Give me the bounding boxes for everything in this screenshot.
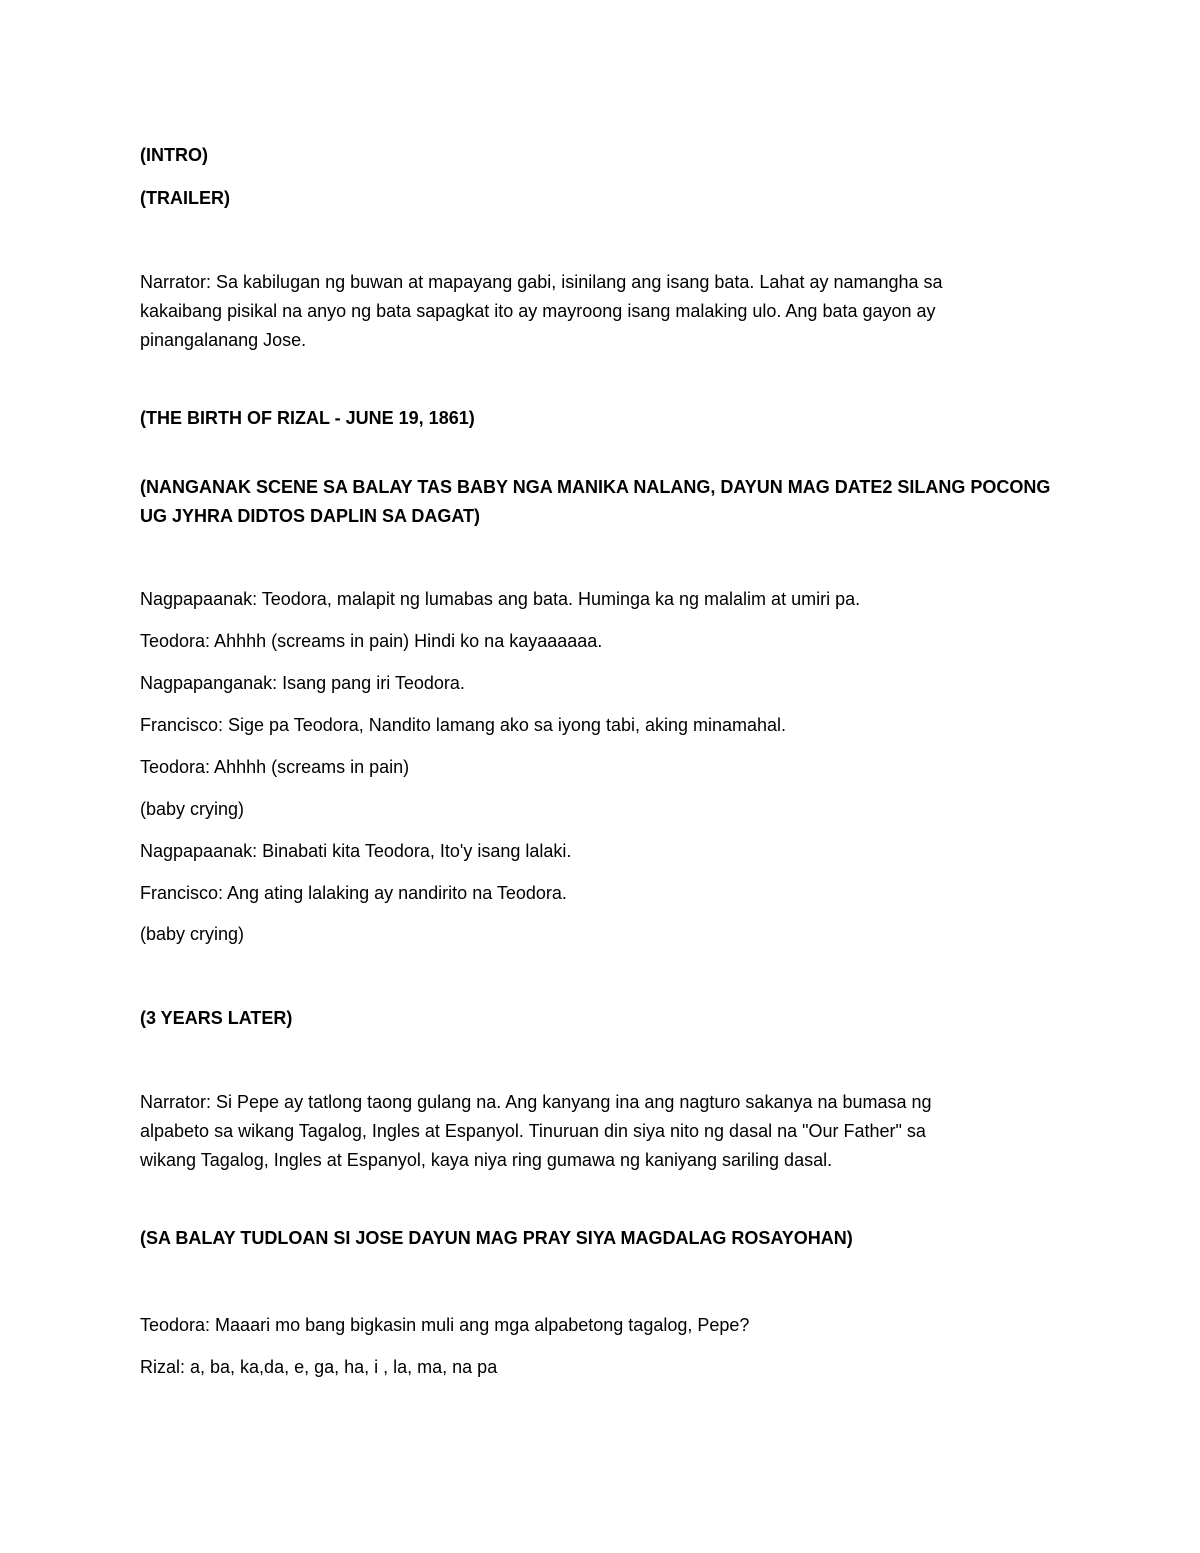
- narrator-pepe-line: alpabeto sa wikang Tagalog, Ingles at Espanyol. Tinuruan din siya nito ng dasal na "Our Father" sa: [140, 1121, 926, 1141]
- heading-scene-birth: [140, 473, 1070, 531]
- heading-intro: (INTRO): [140, 145, 208, 165]
- dialogue-line: Nagpapanganak: Isang pang iri Teodora.: [140, 673, 465, 693]
- heading-scene-birth-line: (NANGANAK SCENE SA BALAY TAS BABY NGA MANIKA NALANG, DAYUN MAG DATE2 SILANG POCONG: [140, 477, 1051, 497]
- dialogue-line: Nagpapaanak: Binabati kita Teodora, Ito'y isang lalaki.: [140, 841, 572, 861]
- heading-3-years-later: (3 YEARS LATER): [140, 1008, 293, 1028]
- narrator-pepe-paragraph: [140, 1088, 1070, 1175]
- heading-birth-of-rizal: (THE BIRTH OF RIZAL - JUNE 19, 1861): [140, 408, 475, 428]
- narrator-pepe-line: wikang Tagalog, Ingles at Espanyol, kaya niya ring gumawa ng kaniyang sariling dasal.: [140, 1150, 833, 1170]
- dialogue-line: Teodora: Ahhhh (screams in pain) Hindi ko na kayaaaaaa.: [140, 631, 603, 651]
- narrator-intro-paragraph: [140, 268, 1070, 355]
- stage-direction: (baby crying): [140, 799, 245, 819]
- narrator-intro-line: pinangalanang Jose.: [140, 330, 307, 350]
- narrator-intro-line: Narrator: Sa kabilugan ng buwan at mapayang gabi, isinilang ang isang bata. Lahat ay namangha sa: [140, 272, 943, 292]
- narrator-pepe-line: Narrator: Si Pepe ay tatlong taong gulang na. Ang kanyang ina ang nagturo sakanya na bumasa ng: [140, 1092, 932, 1112]
- heading-trailer: (TRAILER): [140, 188, 230, 208]
- dialogue-line: Teodora: Ahhhh (screams in pain): [140, 757, 410, 777]
- dialogue-line: Teodora: Maaari mo bang bigkasin muli ang mga alpabetong tagalog, Pepe?: [140, 1315, 750, 1335]
- dialogue-line: Rizal: a, ba, ka,da, e, ga, ha, i , la, ma, na pa: [140, 1357, 498, 1377]
- heading-scene-birth-line: UG JYHRA DIDTOS DAPLIN SA DAGAT): [140, 506, 481, 526]
- narrator-intro-line: kakaibang pisikal na anyo ng bata sapagkat ito ay mayroong isang malaking ulo. Ang bata gayon ay: [140, 301, 936, 321]
- stage-direction: (baby crying): [140, 924, 245, 944]
- dialogue-line: Francisco: Ang ating lalaking ay nandirito na Teodora.: [140, 883, 567, 903]
- dialogue-line: Nagpapaanak: Teodora, malapit ng lumabas ang bata. Huminga ka ng malalim at umiri pa.: [140, 589, 861, 609]
- dialogue-line: Francisco: Sige pa Teodora, Nandito lamang ako sa iyong tabi, aking minamahal.: [140, 715, 787, 735]
- heading-scene-lesson: (SA BALAY TUDLOAN SI JOSE DAYUN MAG PRAY SIYA MAGDALAG ROSAYOHAN): [140, 1228, 853, 1248]
